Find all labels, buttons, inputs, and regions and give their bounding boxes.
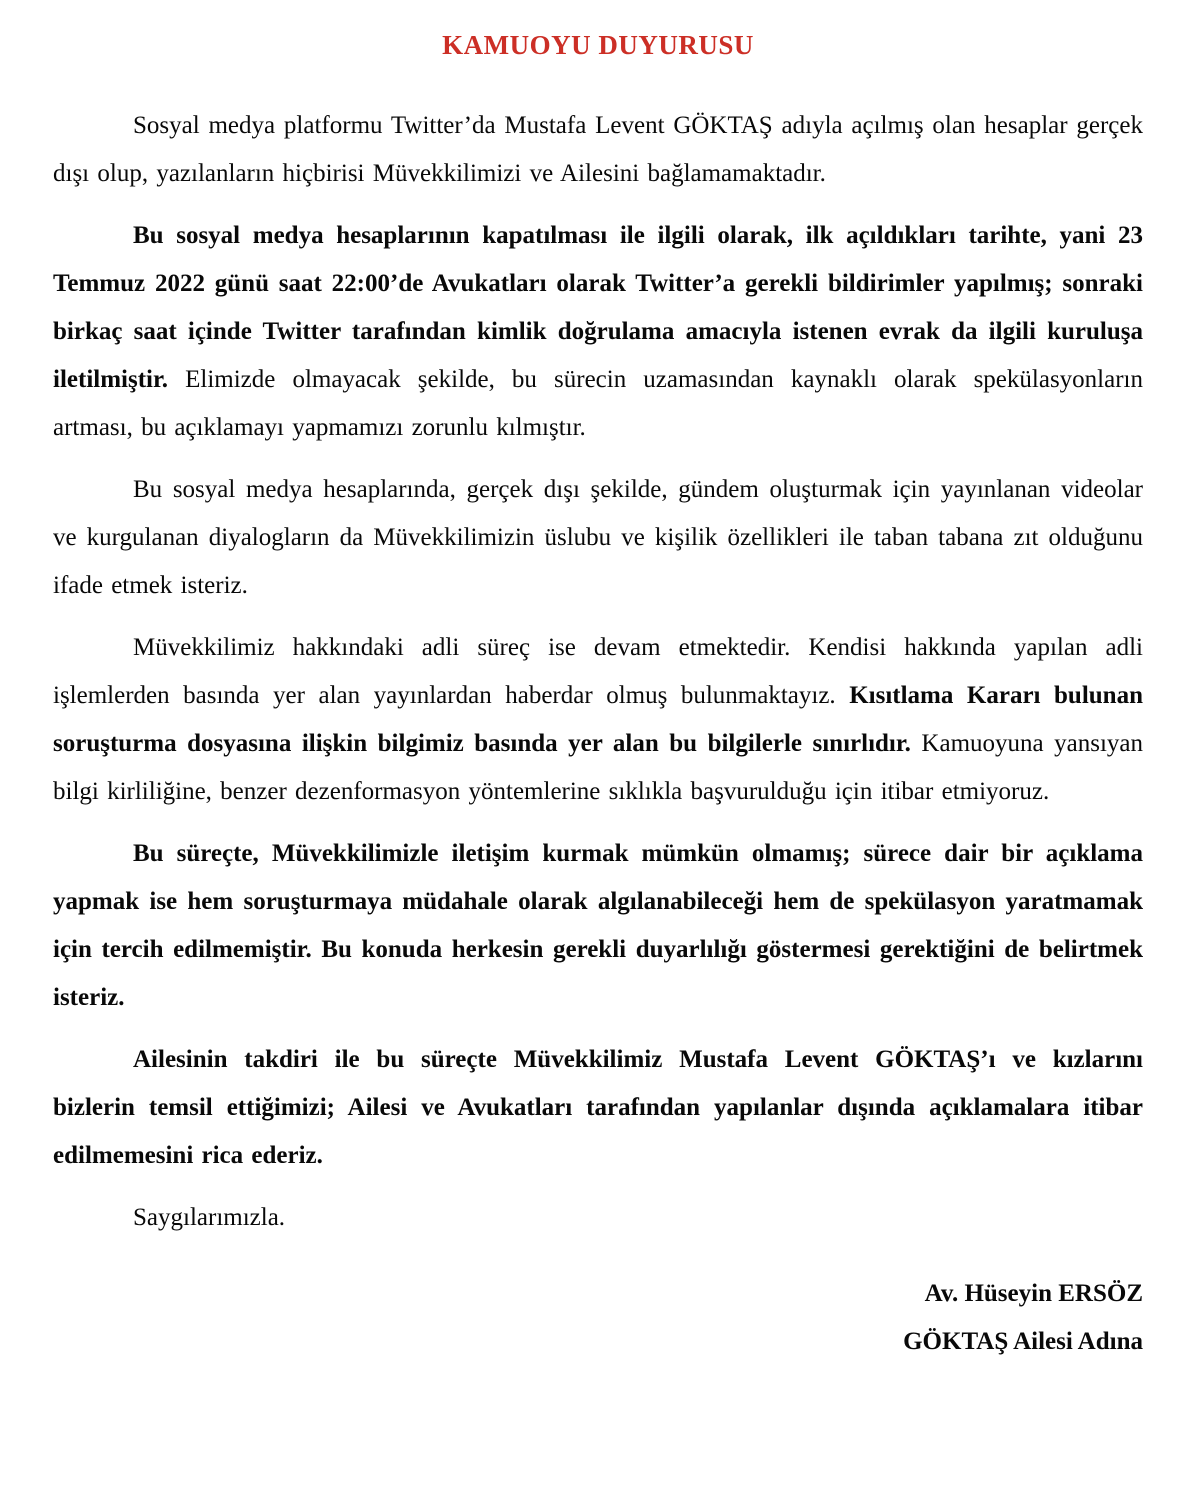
text-segment: Sosyal medya platformu Twitter’da Mustafa Levent GÖKTAŞ adıyla açılmış olan hesaplar gerçek dışı olup, yazılanların hiçbirisi Müvekkilimizi ve Ailesini bağlamamaktadır. xyxy=(53,112,1143,187)
bold-text-segment: Kısıtlama Kararı bulunan soruşturma dosyasına ilişkin bilgimiz basında yer alan bu bilgilerle sınırlıdır. xyxy=(53,682,1143,757)
paragraph xyxy=(53,830,1143,1022)
text-segment: Kamuoyuna yansıyan bilgi kirliliğine, benzer dezenformasyon yöntemlerine sıklıkla başvurulduğu için itibar etmiyoruz. xyxy=(53,730,1143,805)
bold-text-segment: Bu sosyal medya hesaplarının kapatılması ile ilgili olarak, ilk açıldıkları tarihte, yani 23 Temmuz 2022 günü saat 22:00’de Avukatları olarak Twitter’a gerekli bildirimler yapılmış; sonraki birkaç saat içinde Twitter tarafından kimlik doğrulama amacıyla istenen evrak da ilgili kuruluşa iletilmiştir. xyxy=(53,222,1143,393)
closing-salutation: Saygılarımızla. xyxy=(133,1204,286,1231)
text-segment: Elimizde olmayacak şekilde, bu sürecin uzamasından kaynaklı olarak spekülasyonların artması, bu açıklamayı yapmamızı zorunlu kılmıştır. xyxy=(53,366,1143,441)
document-title: KAMUOYU DUYURUSU xyxy=(442,30,754,60)
text-segment: Bu sosyal medya hesaplarında, gerçek dışı şekilde, gündem oluşturmak için yayınlanan videolar ve kurgulanan diyalogların da Müvekkilimizin üslubu ve kişilik özellikleri ile taban tabana zıt olduğunu ifade etmek isteriz. xyxy=(53,476,1143,599)
signature-block xyxy=(53,1270,1143,1366)
paragraph xyxy=(53,212,1143,452)
signature-role: GÖKTAŞ Ailesi Adına xyxy=(903,1328,1143,1355)
document-body xyxy=(53,102,1143,1180)
paragraph xyxy=(53,624,1143,816)
paragraph xyxy=(53,466,1143,610)
paragraph xyxy=(53,102,1143,198)
paragraph xyxy=(53,1036,1143,1180)
signature-name: Av. Hüseyin ERSÖZ xyxy=(924,1280,1143,1307)
bold-text-segment: Ailesinin takdiri ile bu süreçte Müvekkilimiz Mustafa Levent GÖKTAŞ’ı ve kızlarını bizlerin temsil ettiğimizi; Ailesi ve Avukatları tarafından yapılanlar dışında açıklamalara itibar edilmemesini rica ederiz. xyxy=(53,1046,1143,1169)
bold-text-segment: Bu süreçte, Müvekkilimizle iletişim kurmak mümkün olmamış; sürece dair bir açıklama yapmak ise hem soruşturmaya müdahale olarak algılanabileceği hem de spekülasyon yaratmamak için tercih edilmemiştir. Bu konuda herkesin gerekli duyarlılığı göstermesi gerektiğini de belirtmek isteriz. xyxy=(53,840,1143,1011)
text-segment: Müvekkilimiz hakkındaki adli süreç ise devam etmektedir. Kendisi hakkında yapılan adli işlemlerden basında yer alan yayınlardan haberdar olmuş bulunmaktayız. xyxy=(53,634,1143,709)
